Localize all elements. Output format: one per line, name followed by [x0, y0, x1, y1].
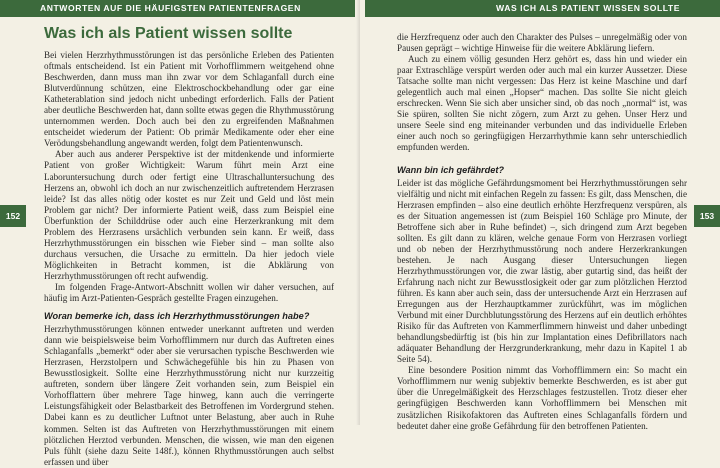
subheading: Woran bemerke ich, dass ich Herzrhythmusstörungen habe?: [44, 311, 310, 322]
running-head-left: ANTWORTEN AUF DIE HÄUFIGSTEN PATIENTENFRAGEN: [0, 0, 355, 17]
page-number-152: 152: [0, 205, 26, 227]
page-number-153: 153: [694, 205, 720, 227]
subheading: Wann bin ich gefährdet?: [397, 164, 505, 175]
paragraph: Im folgenden Frage-Antwort-Abschnitt wollen wir daher versuchen, auf häufig im Arzt-Patienten-Gespräch gestellte Fragen einzugehen.: [44, 281, 334, 304]
paragraph: Bei vielen Herzrhythmusstörungen ist das persönliche Erleben des Patienten oftmals entscheidend. Ist ein Patient mit Vorhofflimmern weitgehend ohne Beschwerden, dann muss man ihn zwar vor dem Schlaganfall durch eine Blutverdünnung schützen, eine Elektroschockbehandlung oder gar eine Katheterablation sind jedoch nicht unbedingt erforderlich. Falls der Patient aber deutliche Beschwerden hat, dann sollte etwas gegen die Rhythmusstörung unternommen werden. Doch auch bei den zu ergreifenden Maßnahmen entscheidet wiederum der Patient: Ob primär Medikamente oder eher eine Verödungsbehandlung angewandt werden, folgt dem Patientenwunsch.: [44, 50, 334, 149]
paragraph: die Herzfrequenz oder auch den Charakter des Pulses – unregelmäßig oder von Pausen geprägt – wichtige Hinweise für die weitere Abklärung liefern.: [397, 32, 687, 54]
paragraph: Leider ist das mögliche Gefährdungsmoment bei Herzrhythmusstörungen sehr vielfältig und nicht mit einfachen Regeln zu fassen: Es gilt, dass Menschen, die Herzrasen empfinden – also eine deutlich erhöhte Herzfrequenz verspüren, als es der Situation angemessen ist (zum Beispiel 160 Schläge pro Minute, der Betroffene sich aber in Ruhe befindet) –, sich dringend zum Arzt begeben sollten. Es gilt dann zu klären, welche genaue Form von Herzrasen vorliegt und ob neben der Herzrhythmusstörung noch andere Herzerkrankungen bestehen. Je nach Ausgang dieser Untersuchungen liegen Herzrhythmusstörungen vor, die zwar lästig, aber gutartig sind, das heißt der Erfahrung nach nicht zur Bewusstlosigkeit oder gar zum plötzlichen Herztod führen. Es kann aber auch sein, dass der untersuchende Arzt ein Herzrasen auf Erregungen aus der Herzhauptkammer zurückführt, was im möglichen Verbund mit einer Durchblutungsstörung des Herzens auf ein deutlich erhöhtes Risiko für das Auftreten von Kammerflimmern hinweist und daher unbedingt behandlungsbedürftig ist (bis hin zur Implantation eines Defibrillators nach adäquater Behandlung der Herzgrunderkrankung, mehr dazu in Kapitel 1 ab Seite 54).: [397, 177, 687, 365]
paragraph: Herzrhythmusstörungen können entweder unerkannt auftreten und werden dann wie beispielsweise beim Vorhofflimmern nur durch das Auftreten eines Schlaganfalls „bemerkt“ oder aber sie verursachen typische Beschwerden wie Herzrasen, Herzstolpern und Schwächegefühle bis hin zu Phasen von Bewusstlosigkeit. Sollte eine Herzrhythmusstörung nicht nur kurzzeitig auftreten, sondern über längere Zeit vorhanden sein, zum Beispiel ein Vorhofflattern über mehrere Tage hinweg, kann auch die verringerte Leistungsfähigkeit oder Belastbarkeit des Betroffenen im Vordergrund stehen. Dabei kann es zu deutlicher Luftnot unter Belastung, aber auch in Ruhe kommen. Selten ist das Auftreten von Herzrhythmusstörungen mit einem plötzlichen Herztod verbunden. Menschen, die wissen, wie man den eigenen Puls fühlt (siehe dazu Seite 148f.), können Rhythmusstörungen auch selbst erfassen und über: [44, 324, 334, 467]
right-text-column: [397, 32, 687, 432]
paragraph: Aber auch aus anderer Perspektive ist der mitdenkende und informierte Patient von großer Wichtigkeit: Warum führt mein Arzt eine Laboruntersuchung durch oder fertigt eine Ultraschalluntersuchung des Herzens an, obwohl ich doch an nur zwischenzeitlich auftretendem Herzrasen leide? Ist das alles nötig oder kostet es nur Zeit und Geld und löst mein Problem gar nicht? Der informierte Patient weiß, dass zum Beispiel eine Überfunktion der Schilddrüse oder auch eine Herzerkrankung mit dem Problem des Herzrasens ursächlich verbunden sein kann. Er weiß, dass Herzrhythmusstörungen ein bisschen wie Fieber sind – man sollte also durchaus versuchen, die Ursache zu ermitteln. Da hier jedoch viele Möglichkeiten in Betracht kommen, ist die Abklärung von Herzrhythmusstörungen oft recht aufwendig.: [44, 149, 334, 281]
running-head-right: WAS ICH ALS PATIENT WISSEN SOLLTE: [365, 0, 720, 17]
left-page: [0, 0, 360, 467]
left-text-column: [44, 22, 334, 468]
right-page: [360, 0, 720, 431]
paragraph: Eine besondere Position nimmt das Vorhofflimmern ein: So macht ein Vorhofflimmern nur wenig subjektiv bemerkte Beschwerden, es ist aber gut über die Unregelmäßigkeit des Herzschlages festzustellen. Trotz dieser eher geringfügigen Beschwerden kann Vorhofflimmern bei Menschen mit zusätzlichen Risikofaktoren das Auftreten eines Schlaganfalls fördern und bedeutet daher eine große Gefährdung für den betroffenen Patienten.: [397, 365, 687, 431]
page-title: Was ich als Patient wissen sollte: [44, 25, 293, 42]
paragraph: Auch zu einem völlig gesunden Herz gehört es, dass hin und wieder ein paar Extraschläge verspürt werden oder auch mal ein kurzer Aussetzer. Diese Tatsache sollte man nicht vergessen: Das Herz ist keine Maschine und darf gelegentlich auch mal einen „Hopser“ machen. Das sollte Sie nicht gleich erschrecken. Wenn Sie sich aber unsicher sind, ob das noch „normal“ ist, was Sie spüren, sollten Sie nicht zögern, zum Arzt zu gehen. Unser Herz und unsere Seele sind eng miteinander verbunden und das individuelle Erleben einer auch noch so geringfügigen Herzarrhythmie kann sehr unterschiedlich empfunden werden.: [397, 54, 687, 153]
